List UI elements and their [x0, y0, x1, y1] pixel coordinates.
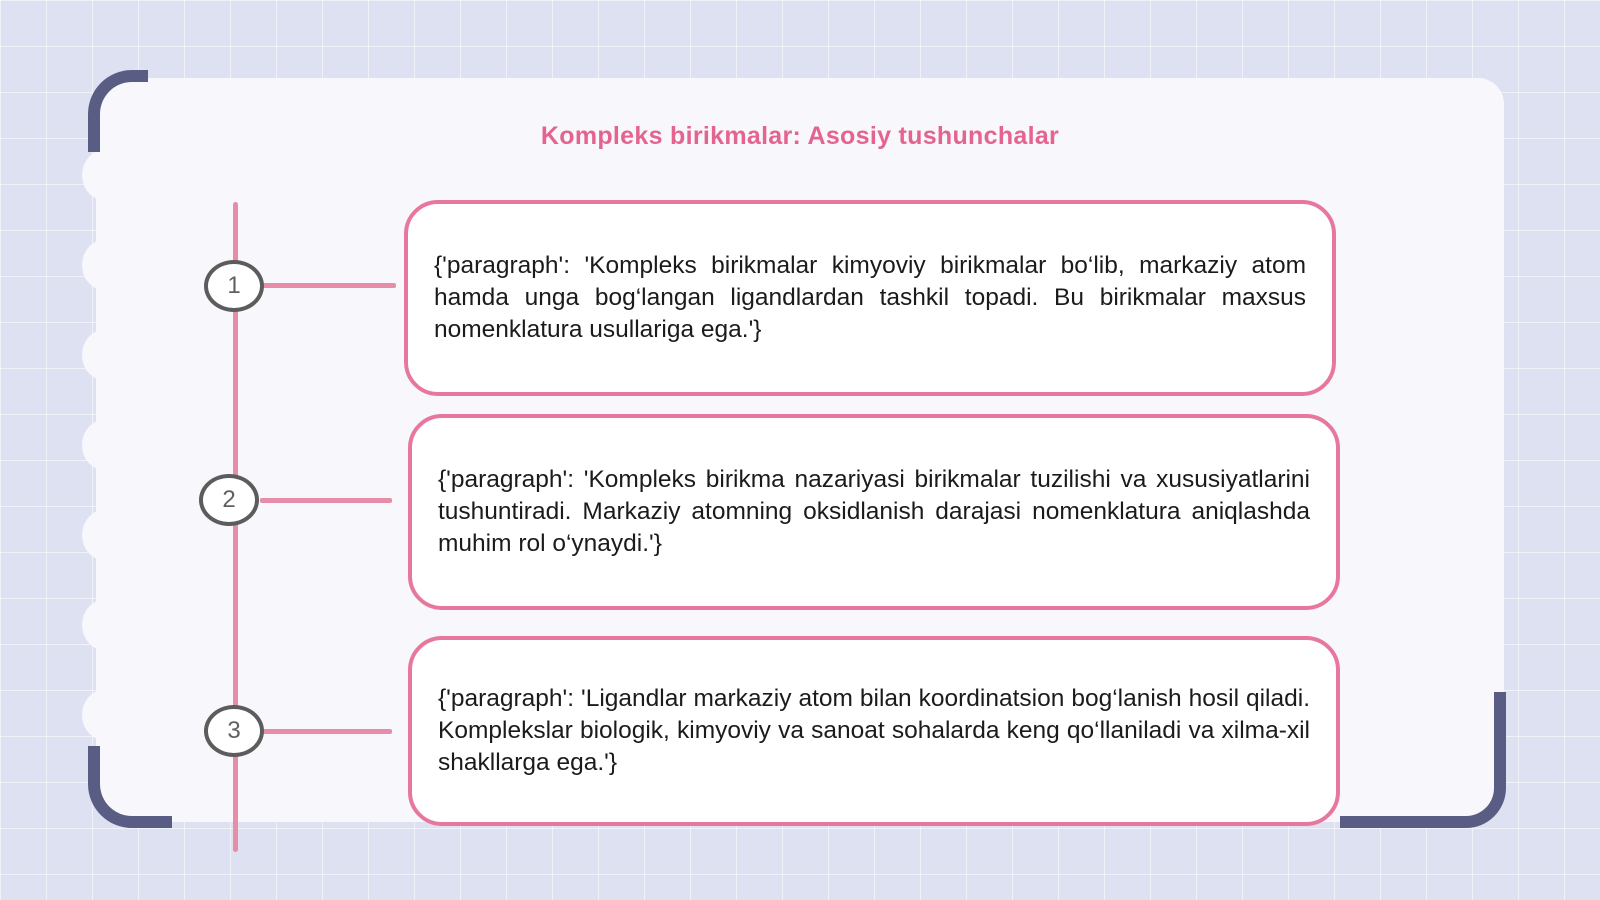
slide-title: Kompleks birikmalar: Asosiy tushunchalar — [540, 122, 1060, 150]
card-paragraph: {'paragraph': 'Kompleks birikmalar kimyoviy birikmalar bo‘lib, markaziy atom hamda unga bog‘langan ligandlardan tashkil topadi. Bu birikmalar maxsus nomenklatura usullariga ega.'} — [434, 252, 1306, 343]
paper-scallop — [82, 510, 126, 560]
paper-scallop — [82, 690, 126, 740]
card-paragraph: {'paragraph': 'Ligandlar markaziy atom bilan koordinatsion bog‘lanish hosil qiladi. Komplekslar biologik, kimyoviy va sanoat sohalarda keng qo‘llaniladi va xilma-xil shakllarga ega.'} — [438, 685, 1310, 776]
paper-scallop — [82, 420, 126, 470]
paper-scallop — [82, 600, 126, 650]
paper-scallop — [82, 240, 126, 290]
timeline-connector — [262, 283, 396, 288]
timeline-connector — [260, 498, 392, 503]
step-number: 1 — [227, 272, 241, 299]
corner-bracket-bottom-left — [88, 746, 172, 828]
step-badge-2 — [199, 474, 259, 526]
info-card-3 — [408, 636, 1340, 826]
step-badge-1 — [204, 260, 264, 312]
info-card-1 — [404, 200, 1336, 396]
info-card-2 — [408, 414, 1340, 610]
step-number: 2 — [222, 486, 236, 513]
paper-scallop — [82, 150, 126, 200]
step-number: 3 — [227, 717, 241, 744]
card-paragraph: {'paragraph': 'Kompleks birikma nazariyasi birikmalar tuzilishi va xususiyatlarini tushuntiradi. Markaziy atomning oksidlanish darajasi nomenklatura aniqlashda muhim rol o‘ynaydi.'} — [438, 466, 1310, 557]
timeline-connector — [262, 729, 392, 734]
step-badge-3 — [204, 705, 264, 757]
corner-bracket-bottom-right — [1340, 692, 1506, 828]
paper-scallop — [82, 330, 126, 380]
